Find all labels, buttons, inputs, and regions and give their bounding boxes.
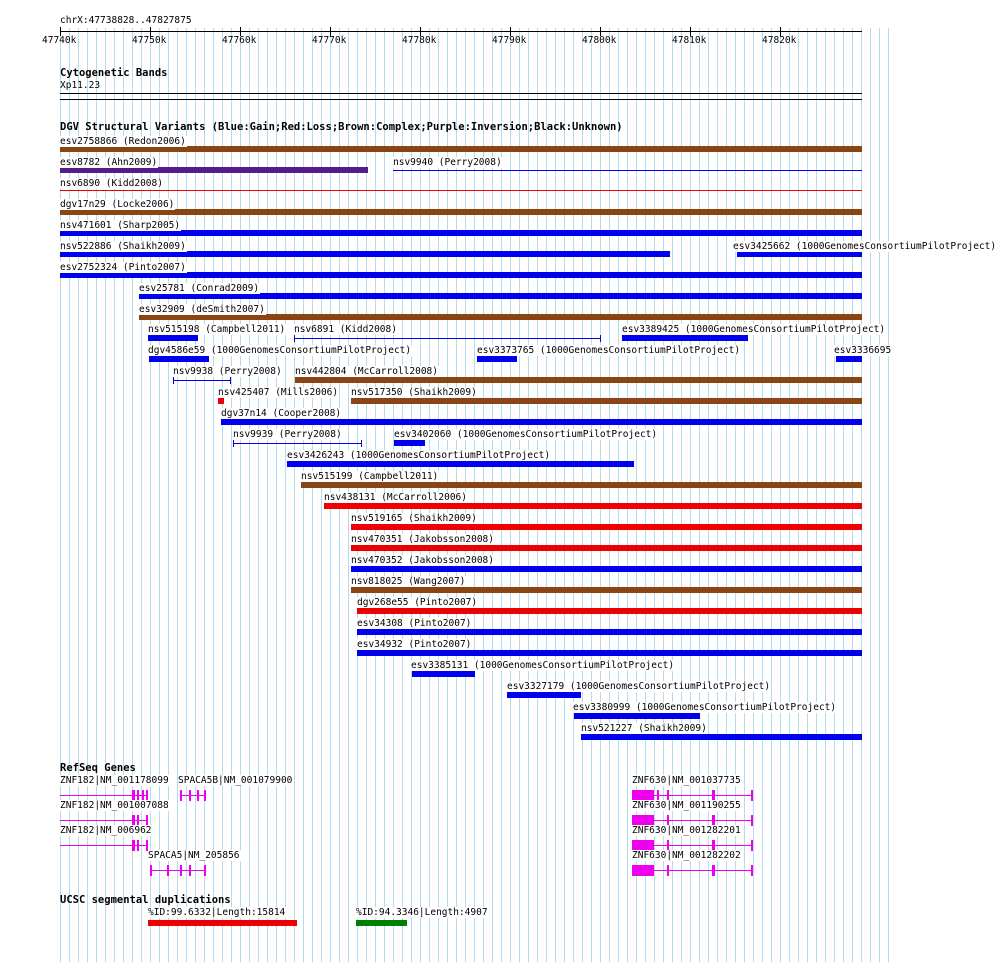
gene-exon — [751, 790, 753, 801]
sv-feature-bar[interactable] — [351, 566, 862, 572]
sv-feature-label[interactable]: nsv425407 (Mills2006) — [218, 387, 339, 398]
sv-feature-label[interactable]: esv3380999 (1000GenomesConsortiumPilotProject) — [573, 702, 837, 713]
gene-label[interactable]: ZNF630|NM_001282202 — [632, 850, 741, 861]
sv-feature-label[interactable]: esv3426243 (1000GenomesConsortiumPilotProject) — [287, 450, 551, 461]
gene-exon — [751, 815, 753, 826]
sv-feature-label[interactable]: dgv37n14 (Cooper2008) — [221, 408, 342, 419]
ruler-tick-label: 47750k — [132, 35, 167, 46]
sv-feature-cap — [173, 377, 174, 384]
gene-exon — [180, 790, 182, 801]
sv-feature-bar[interactable] — [287, 461, 634, 467]
sv-feature-label[interactable]: esv8782 (Ahn2009) — [60, 157, 158, 168]
gene-exon — [204, 865, 206, 876]
ruler-tick-label: 47740k — [42, 35, 77, 46]
sv-feature-bar[interactable] — [836, 356, 862, 362]
sv-feature-bar[interactable] — [218, 398, 224, 404]
segdup-bar[interactable] — [356, 920, 407, 926]
sv-feature-bar[interactable] — [60, 209, 862, 215]
gene-label[interactable]: SPACA5|NM_205856 — [148, 850, 240, 861]
sv-feature-label[interactable]: dgv17n29 (Locke2006) — [60, 199, 175, 210]
sv-feature-label[interactable]: nsv9939 (Perry2008) — [233, 429, 342, 440]
sv-feature-line[interactable] — [294, 338, 601, 339]
gene-intron-line[interactable] — [150, 870, 206, 871]
sv-feature-label[interactable]: nsv521227 (Shaikh2009) — [581, 723, 707, 734]
sv-feature-bar[interactable] — [357, 629, 862, 635]
sv-feature-line[interactable] — [173, 380, 231, 381]
sv-feature-label[interactable]: nsv517350 (Shaikh2009) — [351, 387, 477, 398]
sv-feature-label[interactable]: esv3389425 (1000GenomesConsortiumPilotProject) — [622, 324, 886, 335]
gene-exon — [667, 865, 669, 876]
sv-feature-label[interactable]: esv34932 (Pinto2007) — [357, 639, 472, 650]
sv-feature-bar[interactable] — [295, 377, 862, 383]
sv-feature-label[interactable]: dgv268e55 (Pinto2007) — [357, 597, 478, 608]
sv-feature-label[interactable]: nsv515198 (Campbell2011) — [148, 324, 286, 335]
segdup-track-title[interactable]: UCSC segmental duplications — [60, 894, 231, 906]
gene-exon — [132, 840, 135, 851]
sv-feature-label[interactable]: dgv4586e59 (1000GenomesConsortiumPilotProject) — [148, 345, 412, 356]
sv-feature-line[interactable] — [393, 170, 862, 171]
sv-feature-cap — [361, 440, 362, 447]
sv-feature-label[interactable]: nsv470351 (Jakobsson2008) — [351, 534, 494, 545]
gene-label[interactable]: ZNF182|NM_001178099 — [60, 775, 169, 786]
gene-exon — [712, 865, 715, 876]
gene-label[interactable]: ZNF630|NM_001282201 — [632, 825, 741, 836]
ruler-axis — [60, 31, 862, 32]
segdup-bar[interactable] — [148, 920, 297, 926]
ruler-tick-label: 47760k — [222, 35, 257, 46]
sv-feature-label[interactable]: nsv6890 (Kidd2008) — [60, 178, 163, 189]
gene-exon — [189, 790, 191, 801]
cytoband-border-bottom — [60, 99, 862, 100]
gene-label[interactable]: SPACA5B|NM_001079900 — [178, 775, 293, 786]
sv-feature-cap — [294, 335, 295, 342]
gene-exon — [137, 840, 139, 851]
ruler-tick-label: 47770k — [312, 35, 347, 46]
cytoband-border-top — [60, 93, 862, 94]
cytoband-track-title[interactable]: Cytogenetic Bands — [60, 67, 168, 79]
gene-exon — [197, 790, 199, 801]
sv-feature-bar[interactable] — [149, 356, 209, 362]
sv-feature-label[interactable]: esv3336695 — [834, 345, 892, 356]
sv-feature-bar[interactable] — [301, 482, 862, 488]
sv-feature-bar[interactable] — [622, 335, 748, 341]
gene-intron-line[interactable] — [180, 795, 206, 796]
dgv-track-title[interactable]: DGV Structural Variants (Blue:Gain;Red:Loss;Brown:Complex;Purple:Inversion;Black:Unknown) — [60, 121, 623, 133]
sv-feature-bar[interactable] — [324, 503, 862, 509]
gene-label[interactable]: ZNF630|NM_001037735 — [632, 775, 741, 786]
sv-feature-cap — [600, 335, 601, 342]
ruler-tick-label: 47790k — [492, 35, 527, 46]
segdup-label[interactable]: %ID:94.3346|Length:4907 — [356, 907, 488, 918]
sv-feature-bar[interactable] — [574, 713, 700, 719]
sv-feature-bar[interactable] — [351, 398, 862, 404]
sv-feature-label[interactable]: nsv9940 (Perry2008) — [393, 157, 502, 168]
ruler-tick-label: 47820k — [762, 35, 797, 46]
sv-feature-label[interactable]: esv2758866 (Redon2006) — [60, 136, 186, 147]
gene-exon — [632, 865, 654, 876]
sv-feature-label[interactable]: nsv438131 (McCarroll2006) — [324, 492, 467, 503]
cytoband-label: Xp11.23 — [60, 80, 101, 91]
sv-feature-label[interactable]: nsv522886 (Shaikh2009) — [60, 241, 186, 252]
sv-feature-bar[interactable] — [394, 440, 425, 446]
sv-feature-label[interactable]: esv2752324 (Pinto2007) — [60, 262, 186, 273]
sv-feature-bar[interactable] — [507, 692, 581, 698]
sv-feature-label[interactable]: nsv818025 (Wang2007) — [351, 576, 466, 587]
sv-feature-label[interactable]: esv3402060 (1000GenomesConsortiumPilotProject) — [394, 429, 658, 440]
sv-feature-label[interactable]: nsv442804 (McCarroll2008) — [295, 366, 438, 377]
ruler-tick-label: 47780k — [402, 35, 437, 46]
gene-exon — [751, 865, 753, 876]
gene-label[interactable]: ZNF182|NM_006962 — [60, 825, 152, 836]
chromosome-range-label: chrX:47738828..47827875 — [60, 15, 192, 26]
gene-exon — [189, 865, 191, 876]
sv-feature-label[interactable]: nsv470352 (Jakobsson2008) — [351, 555, 494, 566]
sv-feature-cap — [230, 377, 231, 384]
sv-feature-bar[interactable] — [412, 671, 475, 677]
sv-feature-label[interactable]: nsv471601 (Sharp2005) — [60, 220, 181, 231]
gene-label[interactable]: ZNF182|NM_001007088 — [60, 800, 169, 811]
sv-feature-label[interactable]: esv3425662 (1000GenomesConsortiumPilotProject) — [733, 241, 997, 252]
segdup-label[interactable]: %ID:99.6332|Length:15814 — [148, 907, 286, 918]
ruler-tick-label: 47800k — [582, 35, 617, 46]
sv-feature-bar[interactable] — [357, 650, 862, 656]
sv-feature-label[interactable]: esv32909 (deSmith2007) — [139, 304, 265, 315]
gene-label[interactable]: ZNF630|NM_001190255 — [632, 800, 741, 811]
sv-feature-label[interactable]: nsv515199 (Campbell2011) — [301, 471, 439, 482]
sv-feature-label[interactable]: nsv6891 (Kidd2008) — [294, 324, 397, 335]
sv-feature-bar[interactable] — [477, 356, 517, 362]
sv-feature-line[interactable] — [233, 443, 362, 444]
sv-feature-bar[interactable] — [221, 419, 862, 425]
sv-feature-label[interactable]: nsv9938 (Perry2008) — [173, 366, 282, 377]
sv-feature-bar[interactable] — [357, 608, 862, 614]
sv-feature-bar[interactable] — [581, 734, 862, 740]
sv-feature-bar[interactable] — [148, 335, 198, 341]
sv-feature-label[interactable]: esv25781 (Conrad2009) — [139, 283, 260, 294]
sv-feature-label[interactable]: esv3373765 (1000GenomesConsortiumPilotProject) — [477, 345, 741, 356]
ruler-tick-label: 47810k — [672, 35, 707, 46]
refseq-track-title[interactable]: RefSeq Genes — [60, 762, 136, 774]
sv-feature-bar[interactable] — [351, 524, 862, 530]
sv-feature-line[interactable] — [60, 190, 862, 191]
sv-feature-label[interactable]: esv34308 (Pinto2007) — [357, 618, 472, 629]
sv-feature-label[interactable]: nsv519165 (Shaikh2009) — [351, 513, 477, 524]
sv-feature-label[interactable]: esv3385131 (1000GenomesConsortiumPilotProject) — [411, 660, 675, 671]
sv-feature-bar[interactable] — [351, 545, 862, 551]
gene-exon — [180, 865, 182, 876]
gene-exon — [751, 840, 753, 851]
sv-feature-label[interactable]: esv3327179 (1000GenomesConsortiumPilotProject) — [507, 681, 771, 692]
gene-exon — [150, 865, 152, 876]
gene-exon — [204, 790, 206, 801]
sv-feature-bar[interactable] — [351, 587, 862, 593]
gene-exon — [167, 865, 169, 876]
sv-feature-cap — [233, 440, 234, 447]
